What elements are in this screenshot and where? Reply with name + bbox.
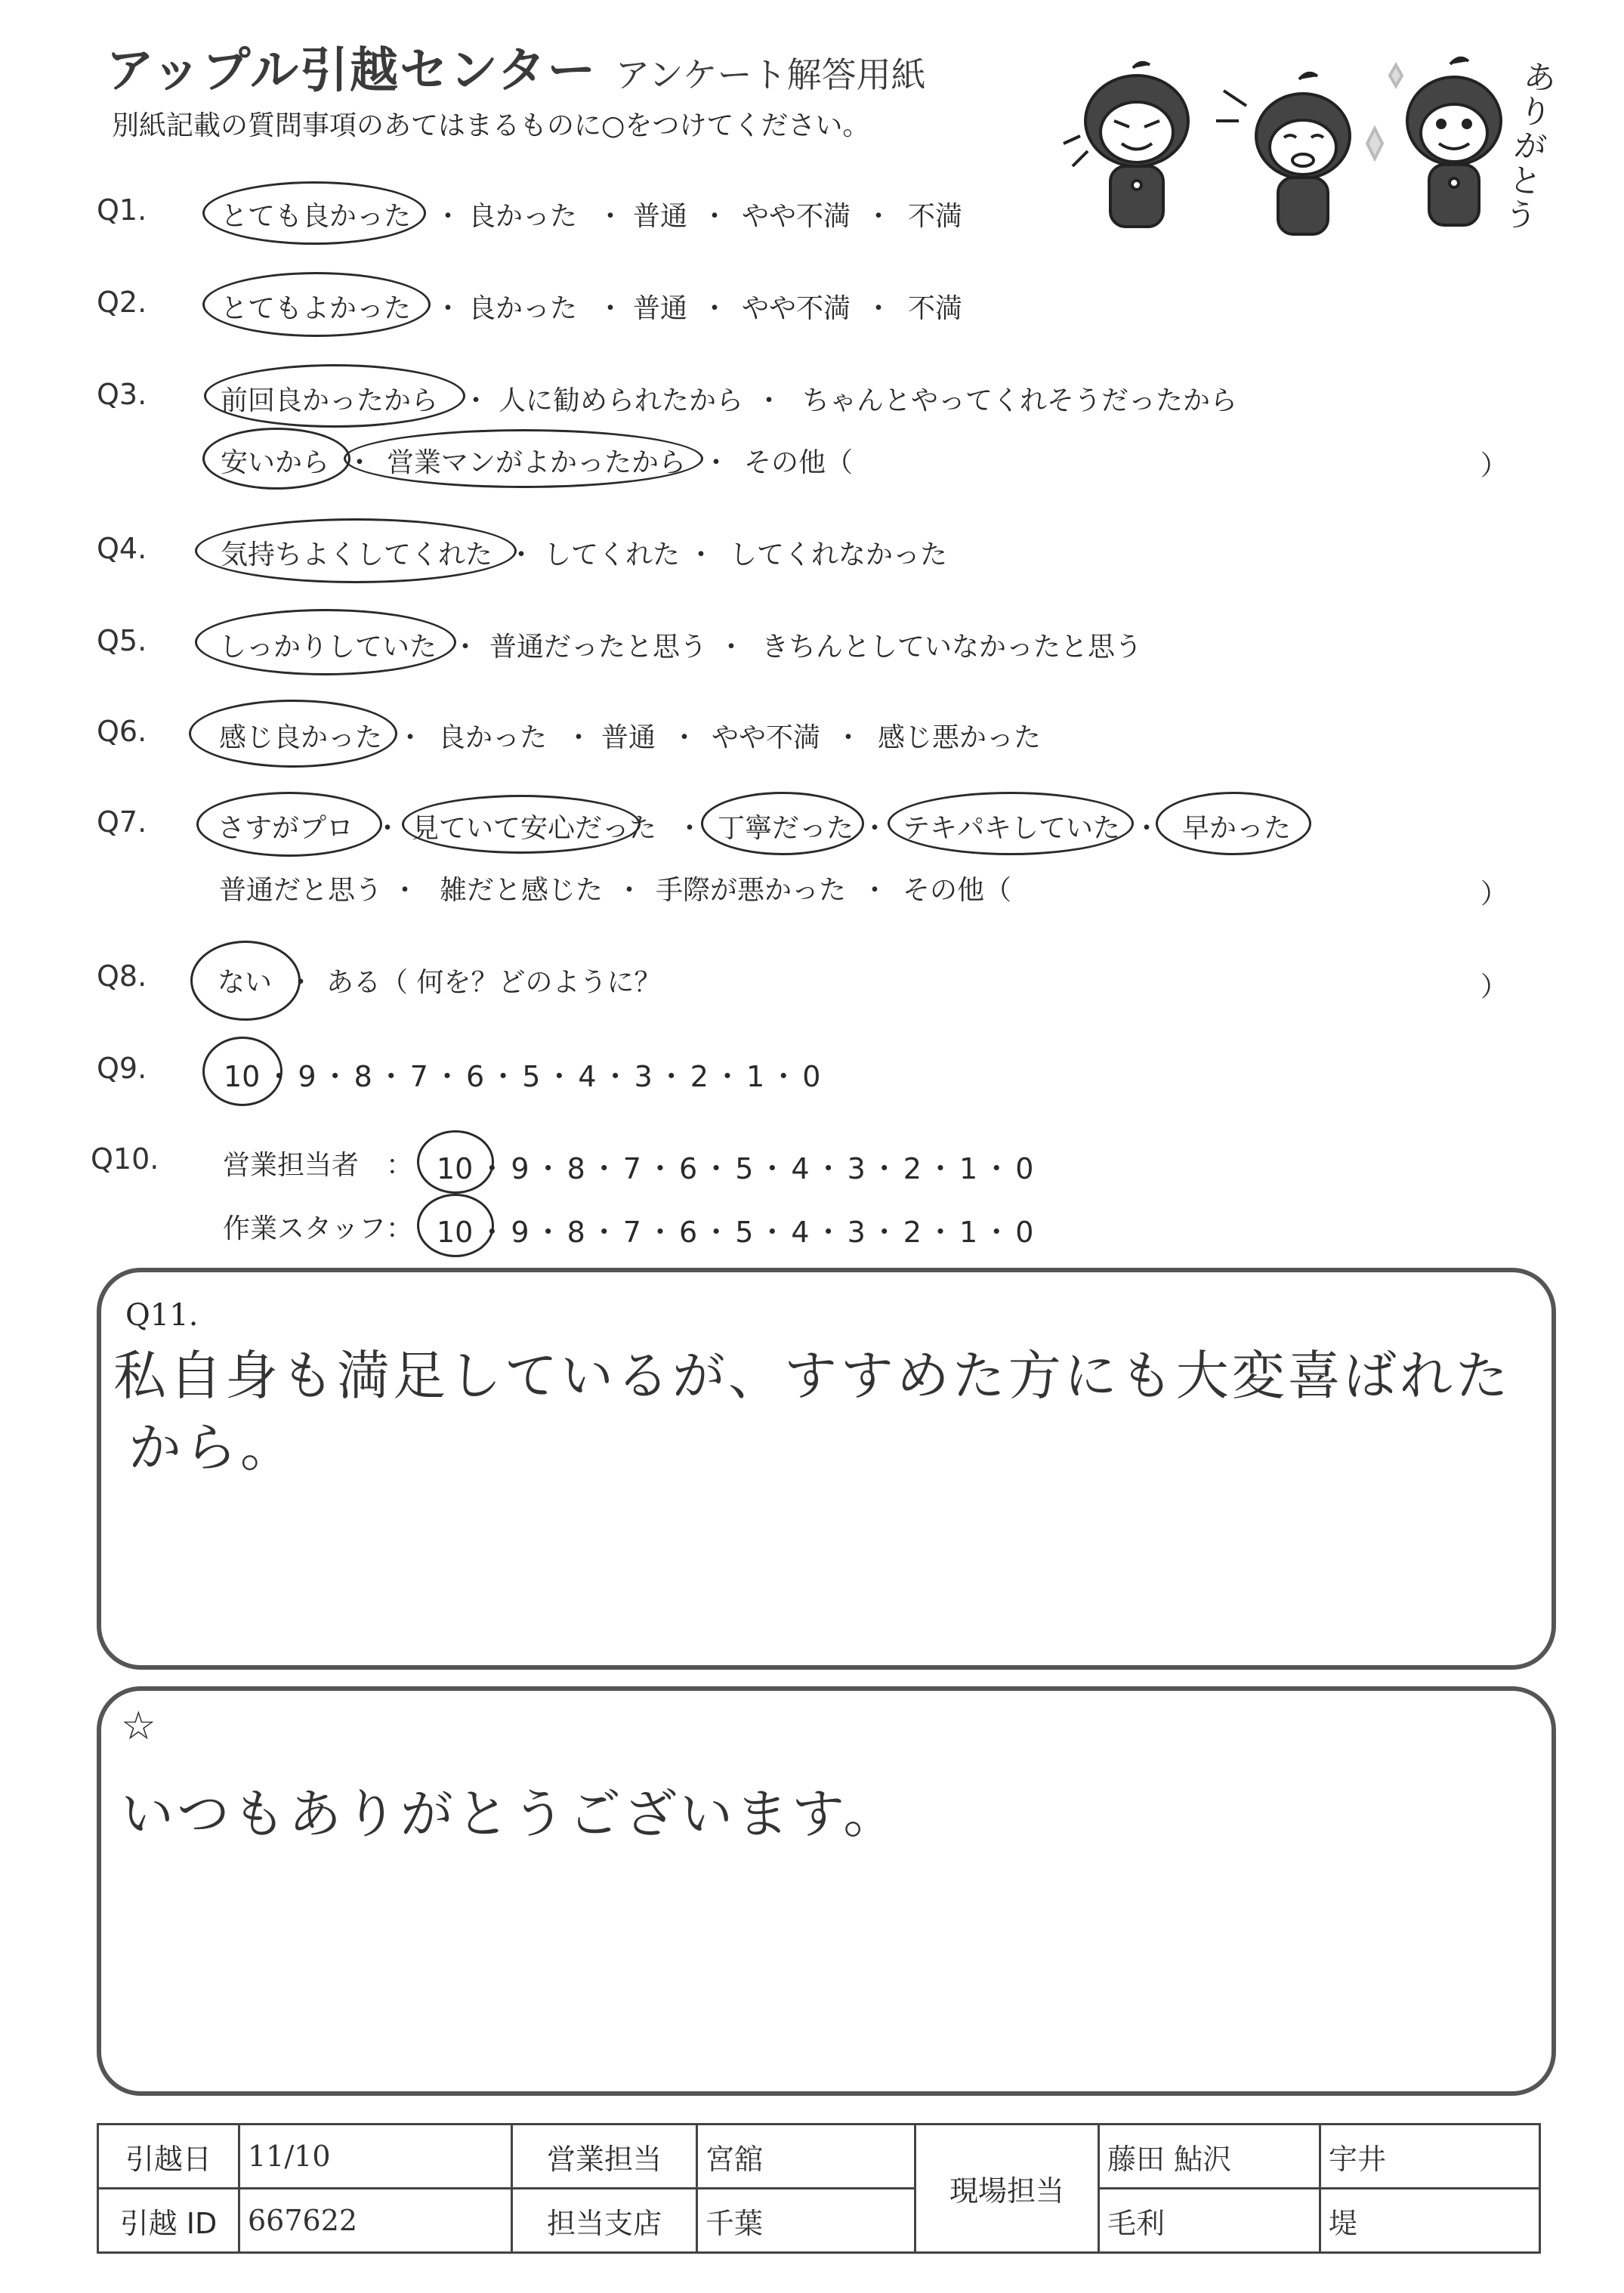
q9-scale	[224, 1053, 820, 1095]
q10-sales-scale	[437, 1145, 1033, 1187]
scale-value[interactable]: 2	[903, 1216, 922, 1249]
separator: ・	[589, 1152, 619, 1185]
site-staff-5-value[interactable]: 堤	[1320, 2189, 1540, 2253]
monkey-icon	[1064, 63, 1188, 227]
site-staff-3-value[interactable]: 宇井	[1320, 2125, 1540, 2189]
separator: ・	[702, 447, 730, 478]
sales-label: 営業担当	[512, 2125, 697, 2189]
scale-value[interactable]: 0	[1015, 1216, 1034, 1249]
q7-close-paren: ）	[1480, 879, 1508, 910]
scale-value[interactable]: 5	[735, 1152, 754, 1185]
q5-option-1[interactable]: しっかりしていた	[219, 632, 437, 663]
q11-answer-box	[97, 1268, 1556, 1670]
separator: ・	[814, 1216, 843, 1249]
separator: ・	[434, 293, 462, 324]
q7-number: Q7.	[97, 805, 147, 839]
separator: ・	[869, 1216, 899, 1249]
separator: ・	[869, 1152, 899, 1185]
q5-option-3[interactable]: きちんとしていなかったと思う	[761, 632, 1143, 663]
q6-option-2[interactable]: 良かった	[438, 722, 548, 753]
sales-value[interactable]: 宮舘	[697, 2125, 915, 2189]
q3-option-4[interactable]: 安いから	[221, 447, 330, 478]
q8-option-1[interactable]: ない	[218, 967, 273, 998]
separator: ・	[718, 632, 746, 663]
separator: ・	[814, 1152, 843, 1185]
separator: ・	[861, 875, 889, 906]
separator: ・	[533, 1152, 563, 1185]
mascot-illustration	[1035, 45, 1579, 242]
branch-label: 担当支店	[512, 2189, 697, 2253]
q10-sales-label: 営業担当者 ：	[223, 1150, 414, 1181]
moving-id-value[interactable]: 667622	[239, 2189, 512, 2253]
scale-value[interactable]: 6	[465, 1060, 485, 1093]
q8-close-paren: ）	[1480, 972, 1508, 1003]
separator: ・	[865, 293, 893, 324]
q10-staff-scale	[437, 1209, 1033, 1250]
separator: ・	[702, 1216, 731, 1249]
separator: ・	[616, 875, 644, 906]
q3-option-1[interactable]: 前回良かったから	[221, 385, 439, 416]
separator: ・	[391, 875, 419, 906]
separator: ・	[758, 1216, 787, 1249]
separator: ・	[925, 1216, 955, 1249]
scale-value[interactable]: 10	[437, 1152, 474, 1185]
separator: ・	[702, 1152, 731, 1185]
scale-value[interactable]: 6	[678, 1152, 698, 1185]
site-staff-4-value[interactable]: 毛利	[1099, 2189, 1320, 2253]
scale-value[interactable]: 0	[1015, 1152, 1034, 1185]
q1-option-1[interactable]: とても良かった	[221, 201, 412, 232]
scale-value[interactable]: 1	[959, 1152, 978, 1185]
instruction-text: 別紙記載の質問事項のあてはまるものに○をつけてください。	[112, 110, 870, 141]
scale-value[interactable]: 2	[690, 1060, 709, 1093]
separator: ・	[452, 632, 480, 663]
scale-value[interactable]: 7	[622, 1216, 641, 1249]
q3-number: Q3.	[97, 378, 147, 411]
q7-option-3[interactable]: 丁寧だった	[718, 813, 854, 844]
q4-option-2[interactable]: してくれた	[544, 539, 681, 570]
scale-value[interactable]: 3	[847, 1152, 866, 1185]
q1-option-2[interactable]: 良かった	[468, 201, 578, 232]
q1-option-4[interactable]: やや不満	[742, 201, 851, 232]
q8-number: Q8.	[97, 960, 147, 993]
q2-option-1[interactable]: とてもよかった	[221, 293, 412, 324]
scale-value[interactable]: 6	[678, 1216, 698, 1249]
star-icon: ☆	[121, 1704, 156, 1749]
separator: ・	[462, 385, 490, 416]
scale-value[interactable]: 1	[959, 1216, 978, 1249]
separator: ・	[287, 967, 315, 998]
separator: ・	[434, 201, 462, 232]
scale-value[interactable]: 9	[511, 1216, 529, 1249]
q2-option-2[interactable]: 良かった	[468, 293, 578, 324]
separator: ・	[264, 1060, 294, 1093]
q1-number: Q1.	[97, 193, 147, 227]
monkey-icon	[1216, 73, 1350, 234]
q3-option-2[interactable]: 人に勧められたから	[499, 385, 744, 416]
moving-date-label: 引越日	[98, 2125, 239, 2189]
q7-option-1[interactable]: さすがプロ	[218, 813, 354, 844]
q7-option-7[interactable]: 雑だと感じた	[440, 875, 604, 906]
mascot-caption: ありがとう	[1502, 57, 1559, 236]
separator: ・	[320, 1060, 350, 1093]
scale-value[interactable]: 3	[634, 1060, 653, 1093]
q2-option-3[interactable]: 普通	[633, 293, 688, 324]
separator: ・	[701, 293, 729, 324]
q5-option-2[interactable]: 普通だったと思う	[489, 632, 708, 663]
separator: ・	[865, 201, 893, 232]
q2-number: Q2.	[97, 286, 147, 319]
q6-option-5[interactable]: 感じ悪かった	[878, 722, 1042, 753]
q1-option-3[interactable]: 普通	[633, 201, 688, 232]
q3-close-paren: ）	[1480, 450, 1508, 481]
separator: ・	[769, 1060, 798, 1093]
separator: ・	[477, 1216, 507, 1249]
scale-value[interactable]: 3	[847, 1216, 866, 1249]
separator: ・	[545, 1060, 574, 1093]
separator: ・	[432, 1060, 462, 1093]
q11-label: Q11.	[125, 1298, 199, 1333]
separator: ・	[835, 722, 863, 753]
scale-value[interactable]: 8	[354, 1060, 372, 1093]
form-title: アンケート解答用紙	[615, 54, 926, 95]
separator: ・	[676, 813, 704, 844]
branch-value[interactable]: 千葉	[697, 2189, 915, 2253]
site-staff-1: 藤田	[1107, 2142, 1166, 2176]
separator: ・	[508, 539, 536, 570]
scale-value[interactable]: 8	[567, 1216, 585, 1249]
q6-number: Q6.	[97, 715, 147, 748]
separator: ・	[645, 1216, 675, 1249]
q6-option-4[interactable]: やや不満	[712, 722, 821, 753]
separator: ・	[489, 1060, 518, 1093]
separator: ・	[755, 385, 783, 416]
separator: ・	[374, 813, 402, 844]
q7-option-8[interactable]: 手際が悪かった	[656, 875, 847, 906]
scale-value[interactable]: 0	[802, 1060, 821, 1093]
scale-value[interactable]: 2	[903, 1152, 922, 1185]
separator: ・	[376, 1060, 406, 1093]
comment-text[interactable]: いつもありがとうございます。	[121, 1783, 900, 1845]
form-header-title	[106, 32, 926, 101]
scale-value[interactable]: 1	[746, 1060, 765, 1093]
scale-value[interactable]: 7	[409, 1060, 428, 1093]
q7-option-5[interactable]: 早かった	[1182, 813, 1292, 844]
separator: ・	[346, 447, 374, 478]
q3-option-5[interactable]: 営業マンがよかったから	[387, 447, 687, 478]
separator: ・	[671, 722, 699, 753]
info-table	[97, 2123, 1541, 2254]
separator: ・	[533, 1216, 563, 1249]
scale-value[interactable]: 9	[298, 1060, 316, 1093]
separator: ・	[687, 539, 715, 570]
q7-option-9[interactable]: その他（	[903, 875, 1012, 906]
scale-value[interactable]: 9	[511, 1152, 529, 1185]
scale-value[interactable]: 5	[522, 1060, 541, 1093]
q6-option-3[interactable]: 普通	[601, 722, 656, 753]
separator: ・	[597, 293, 625, 324]
scale-value[interactable]: 7	[622, 1152, 641, 1185]
q7-option-6[interactable]: 普通だと思う	[219, 875, 383, 906]
separator: ・	[982, 1216, 1011, 1249]
q1-option-5[interactable]: 不満	[908, 201, 963, 232]
separator: ・	[758, 1152, 787, 1185]
q4-option-1[interactable]: 気持ちよくしてくれた	[221, 539, 493, 570]
scale-value[interactable]: 10	[437, 1216, 474, 1249]
q7-option-4[interactable]: テキパキしていた	[903, 813, 1121, 844]
q2-option-5[interactable]: 不満	[908, 293, 963, 324]
q7-option-2[interactable]: 見ていて安心だった	[412, 813, 657, 844]
separator: ・	[712, 1060, 742, 1093]
site-staff-1-value[interactable]	[1099, 2125, 1320, 2189]
scale-value[interactable]: 4	[791, 1152, 810, 1185]
separator: ・	[701, 201, 729, 232]
q3-option-3[interactable]: ちゃんとやってくれそうだったから	[802, 385, 1238, 416]
site-staff-2: 鮎沢	[1174, 2142, 1232, 2176]
q5-number: Q5.	[97, 624, 147, 657]
q2-option-4[interactable]: やや不満	[742, 293, 851, 324]
scale-value[interactable]: 4	[791, 1216, 810, 1249]
separator: ・	[589, 1216, 619, 1249]
q4-number: Q4.	[97, 532, 147, 565]
separator: ・	[477, 1152, 507, 1185]
q10-staff-label: 作業スタッフ：	[223, 1213, 414, 1244]
separator: ・	[982, 1152, 1011, 1185]
q8-option-2[interactable]: ある（ 何を？どのように？	[326, 967, 662, 998]
separator: ・	[861, 813, 889, 844]
scale-value[interactable]: 4	[578, 1060, 597, 1093]
separator: ・	[1133, 813, 1161, 844]
separator: ・	[565, 722, 593, 753]
separator: ・	[597, 201, 625, 232]
company-name: アップル引越センター	[106, 43, 597, 99]
scale-value[interactable]: 8	[567, 1152, 585, 1185]
q11-answer-line-2[interactable]: から。	[128, 1417, 296, 1479]
moving-id-label: 引越 ID	[98, 2189, 239, 2253]
moving-date-value[interactable]: 11/10	[239, 2125, 512, 2189]
monkey-icon	[1407, 58, 1501, 225]
scale-value[interactable]: 10	[224, 1060, 261, 1093]
q10-number: Q10.	[91, 1142, 159, 1176]
separator: ・	[925, 1152, 955, 1185]
q6-option-1[interactable]: 感じ良かった	[219, 722, 383, 753]
q9-number: Q9.	[97, 1052, 147, 1085]
comment-box	[97, 1686, 1556, 2096]
separator: ・	[397, 722, 425, 753]
q11-answer-line-1[interactable]: 私自身も満足しているが、すすめた方にも大変喜ばれた	[113, 1345, 1511, 1407]
q4-option-3[interactable]: してくれなかった	[730, 539, 948, 570]
q3-option-6[interactable]: その他（	[744, 447, 854, 478]
separator: ・	[601, 1060, 630, 1093]
separator: ・	[645, 1152, 675, 1185]
separator: ・	[656, 1060, 686, 1093]
site-label: 現場担当	[915, 2125, 1099, 2253]
scale-value[interactable]: 5	[735, 1216, 754, 1249]
